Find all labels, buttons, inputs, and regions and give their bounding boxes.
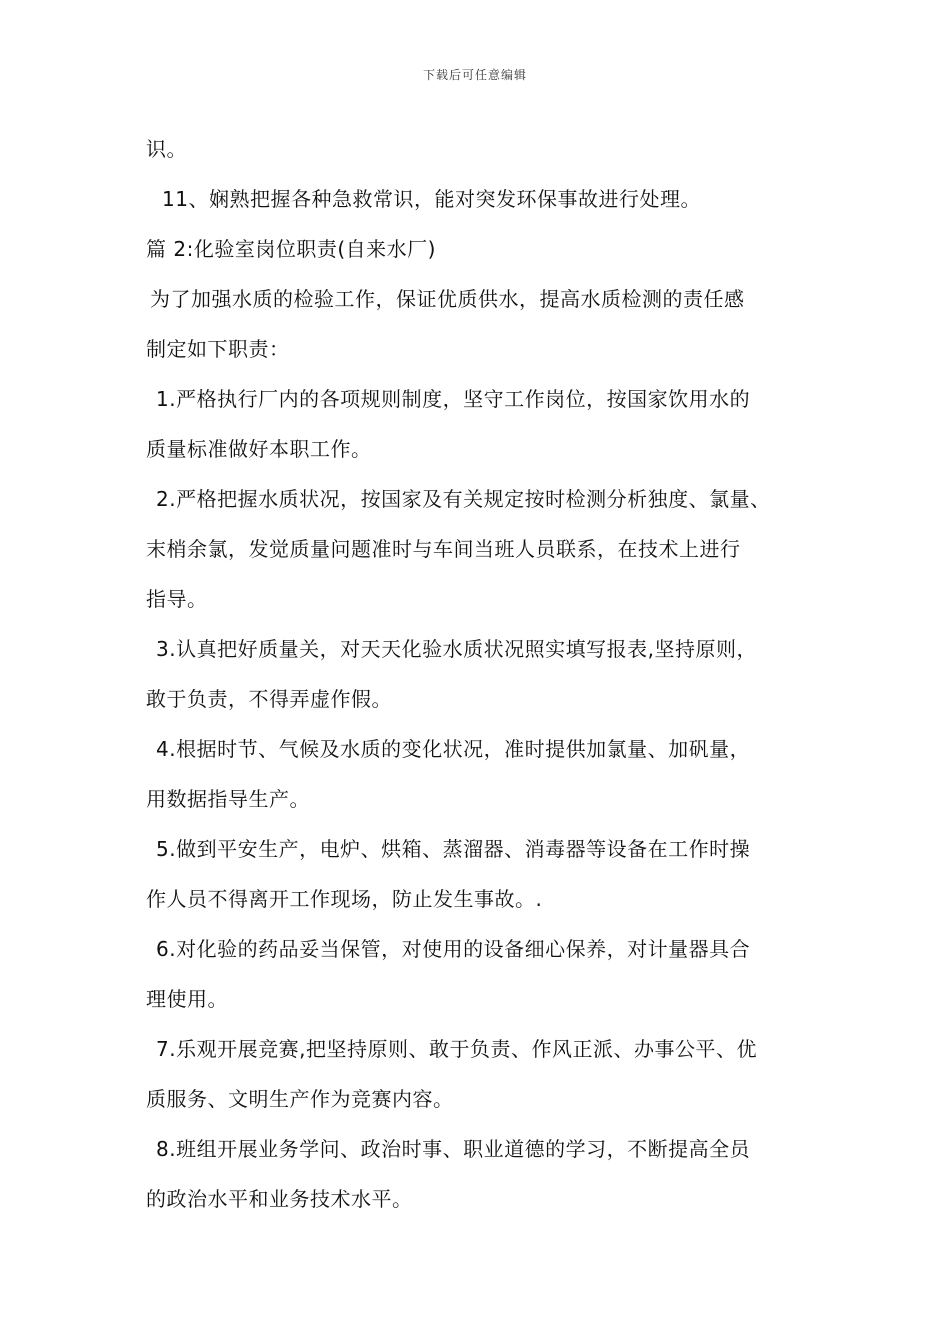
list-item: 5.做到平安生产，电炉、烘箱、蒸溜器、消毒器等设备在工作时操 [156, 837, 751, 861]
document-body [146, 124, 846, 1224]
text-line: 识。 [146, 137, 187, 161]
text-line: 作人员不得离开工作现场，防止发生事故。. [146, 887, 543, 911]
text-line: 11、娴熟把握各种急救常识，能对突发环保事故进行处理。 [162, 187, 701, 211]
list-item: 8.班组开展业务学问、政治时事、职业道德的学习，不断提高全员 [156, 1137, 751, 1161]
text-line: 末梢余氯，发觉质量问题准时与车间当班人员联系，在技术上进行 [146, 537, 741, 561]
list-item: 1.严格执行厂内的各项规则制度，坚守工作岗位，按国家饮用水的 [156, 387, 751, 411]
list-item: 6.对化验的药品妥当保管，对使用的设备细心保养，对计量器具合 [156, 937, 751, 961]
text-line: 质服务、文明生产作为竞赛内容。 [146, 1087, 454, 1111]
section-heading: 篇 2:化验室岗位职责(自来水厂) [146, 237, 436, 261]
list-item: 4.根据时节、气候及水质的变化状况，准时提供加氯量、加矾量， [156, 737, 751, 761]
list-item: 3.认真把好质量关，对天天化验水质状况照实填写报表,坚持原则， [156, 637, 757, 661]
text-line: 制定如下职责： [146, 337, 290, 361]
text-line: 指导。 [146, 587, 208, 611]
text-line: 为了加强水质的检验工作，保证优质供水，提高水质检测的责任感 [150, 287, 745, 311]
list-item: 2.严格把握水质状况，按国家及有关规定按时检测分析独度、氯量、 [156, 487, 771, 511]
text-line: 理使用。 [146, 987, 228, 1011]
text-line: 的政治水平和业务技术水平。 [146, 1187, 413, 1211]
text-line: 质量标准做好本职工作。 [146, 437, 372, 461]
text-line: 敢于负责，不得弄虚作假。 [146, 687, 392, 711]
page-header: 下载后可任意编辑 [422, 68, 527, 82]
text-line: 用数据指导生产。 [146, 787, 310, 811]
list-item: 7.乐观开展竞赛,把坚持原则、敢于负责、作风正派、办事公平、优 [156, 1037, 757, 1061]
